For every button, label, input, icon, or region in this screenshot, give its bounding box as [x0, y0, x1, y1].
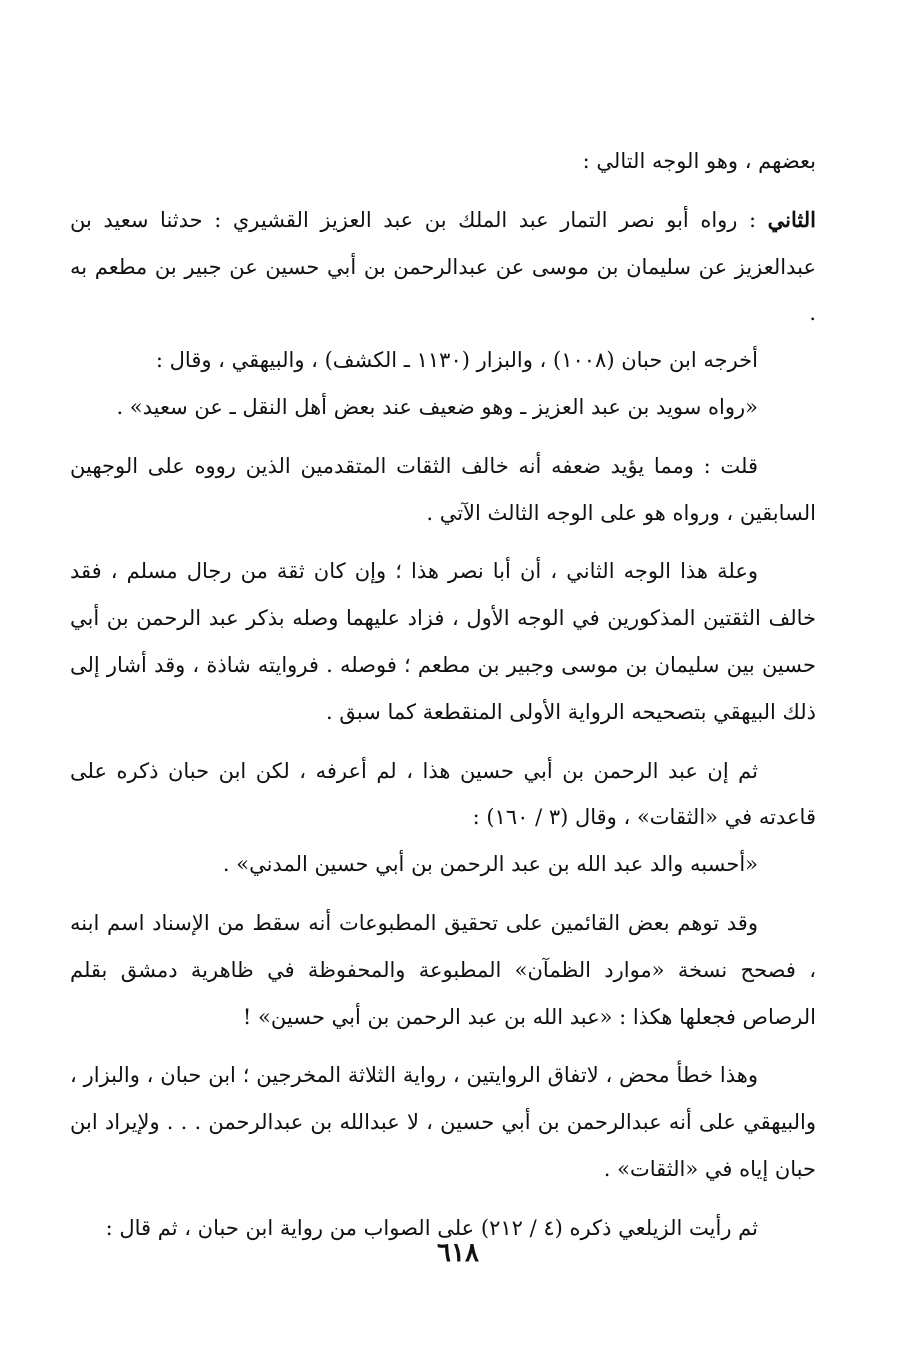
paragraph-text: وعلة هذا الوجه الثاني ، أن أبا نصر هذا ؛ وإن كان ثقة من رجال مسلم ، فقد خالف الثقتين المذكورين في الوجه الأول ، فزاد عليهما وصله بذكر عبد الرحمن بن أبي حسين بين سليمان بن موسى وجبير بن مطعم ؛ فوصله . فروايته شاذة ، وقد أشار إلى ذلك البيهقي بتصحيحه الرواية الأولى المنقطعة كما سبق . — [70, 559, 816, 724]
paragraph-quote-bayhaqi — [70, 384, 816, 431]
paragraph-text: «أحسبه والد عبد الله بن عبد الرحمن بن أبي حسين المدني» . — [222, 852, 758, 877]
paragraph-abd-al-rahman — [70, 748, 816, 842]
paragraph-text: بعضهم ، وهو الوجه التالي : — [582, 149, 816, 173]
paragraph-lead: الثاني — [767, 206, 816, 232]
body-text — [70, 138, 816, 1252]
paragraph-takhrij — [70, 337, 816, 384]
paragraph-text: قلت : ومما يؤيد ضعفه أنه خالف الثقات المتقدمين الذين رووه على الوجهين السابقين ، ورواه هو على الوجه الثالث الآتي . — [70, 453, 816, 525]
paragraph-qultu — [70, 443, 816, 537]
paragraph-text: : رواه أبو نصر التمار عبد الملك بن عبد العزيز القشيري : حدثنا سعيد بن عبدالعزيز عن سليمان بن موسى عن عبدالرحمن بن أبي حسين عن جبير بن مطعم به . — [70, 207, 816, 326]
paragraph-text: وقد توهم بعض القائمين على تحقيق المطبوعات أنه سقط من الإسناد اسم ابنه ، فصحح نسخة «موارد الظمآن» المطبوعة والمحفوظة في ظاهرية دمشق بقلم الرصاص فجعلها هكذا : «عبد الله بن عبد الرحمن بن أبي حسين» ! — [70, 910, 816, 1029]
paragraph-text: وهذا خطأ محض ، لاتفاق الروايتين ، رواية الثلاثة المخرجين ؛ ابن حبان ، والبزار ، والبيهقي على أنه عبدالرحمن بن أبي حسين ، لا عبدالله بن عبدالرحمن . . . ولإيراد ابن حبان إياه في «الثقات» . — [70, 1063, 816, 1181]
paragraph-text: ثم إن عبد الرحمن بن أبي حسين هذا ، لم أعرفه ، لكن ابن حبان ذكره على قاعدته في «الثقات» ، وقال (٣ / ١٦٠) : — [70, 758, 816, 830]
paragraph-text: أخرجه ابن حبان (١٠٠٨) ، والبزار (١١٣٠ ـ الكشف) ، والبيهقي ، وقال : — [155, 348, 758, 373]
paragraph-tawahhum — [70, 900, 816, 1040]
page-number: ٦١٨ — [437, 1238, 479, 1268]
paragraph-quote-ibn-hibban — [70, 841, 816, 888]
paragraph-text: ثم رأيت الزيلعي ذكره (٤ / ٢١٢) على الصواب من رواية ابن حبان ، ثم قال : — [105, 1215, 758, 1240]
paragraph-second-route — [70, 197, 816, 337]
paragraph-text: «رواه سويد بن عبد العزيز ـ وهو ضعيف عند بعض أهل النقل ـ عن سعيد» . — [116, 394, 758, 419]
paragraph-illa — [70, 548, 816, 735]
paragraph-khata — [70, 1052, 816, 1192]
paragraph-continuation — [70, 138, 816, 185]
